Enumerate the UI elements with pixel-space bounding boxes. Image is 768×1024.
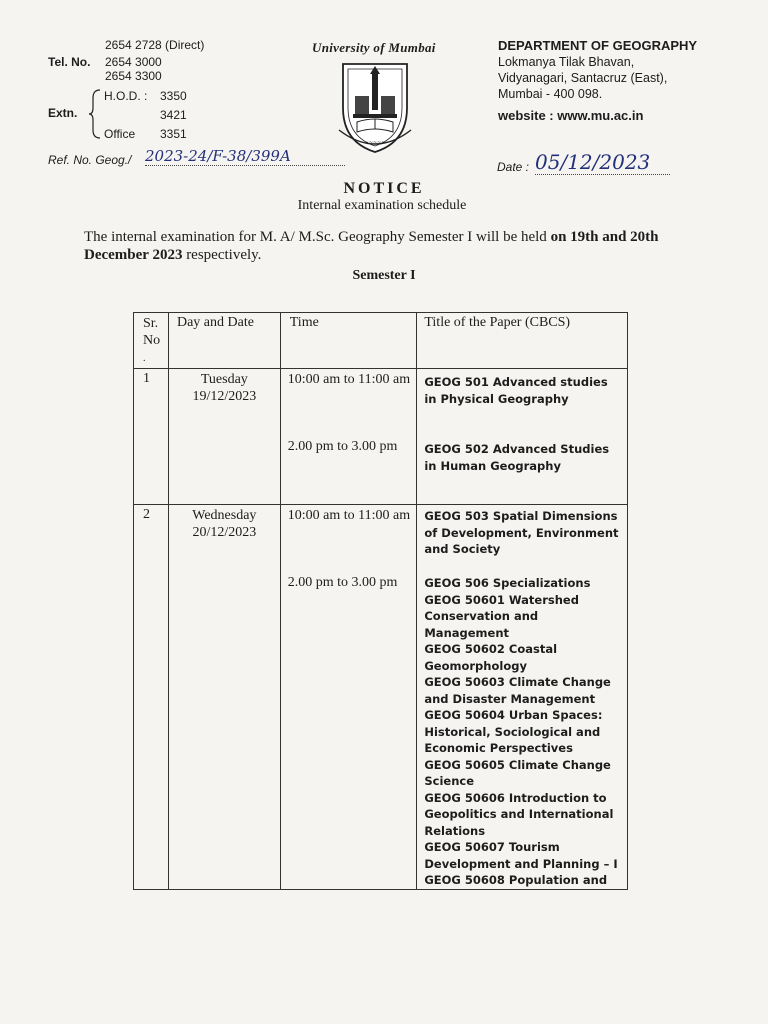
tel-direct: 2654 2728 (Direct): [105, 38, 205, 52]
row-1-date: 19/12/2023: [192, 389, 257, 404]
semester-heading: Semester I: [352, 268, 416, 283]
row-1-day-date: [168, 369, 280, 505]
list-item: GEOG 50606 Introduction to Geopolitics and International Relations: [424, 790, 614, 838]
list-item: GEOG 50602 Coastal Geomorphology: [424, 642, 558, 673]
notice-body-intro: The internal examination for M. A/ M.Sc. Geography Semester I will be held: [84, 229, 547, 245]
department-name: DEPARTMENT OF GEOGRAPHY: [498, 38, 698, 53]
ref-value: 2023-24/F-38/399A: [145, 147, 345, 166]
extn-2-value: 3421: [160, 108, 187, 122]
extn-office-value: 3351: [160, 127, 187, 141]
address-line-1: Lokmanya Tilak Bhavan,: [498, 55, 635, 69]
tel-number-2: 2654 3300: [105, 69, 162, 83]
row-1-time-morning: 10:00 am to 11:00 am: [287, 372, 411, 387]
row-1-day: Tuesday: [200, 372, 248, 387]
table-header-row: [134, 313, 628, 369]
row-2-time-morning: 10:00 am to 11:00 am: [287, 508, 411, 523]
extn-office-label: Office: [104, 127, 136, 141]
list-item: GEOG 50604 Urban Spaces: Historical, Sociological and Economic Perspectives: [424, 708, 603, 755]
extn-hod-label: H.O.D. :: [104, 89, 148, 103]
table-row: [134, 369, 628, 505]
tel-label: Tel. No.: [48, 55, 91, 69]
tel-number-1: 2654 3000: [105, 55, 162, 69]
extn-label: Extn.: [48, 106, 78, 120]
notice-title: NOTICE: [343, 180, 425, 197]
list-item: GEOG 50608 Population and: [424, 873, 608, 887]
notice-subtitle: Internal examination schedule: [297, 198, 467, 213]
svg-text:~~~~~~~: ~~~~~~~: [360, 140, 390, 146]
row-2-day-date: [168, 505, 280, 890]
address-line-3: Mumbai - 400 098.: [498, 87, 603, 101]
row-1-papers: [417, 369, 628, 505]
list-item: GEOG 50603 Climate Change and Disaster Management: [424, 675, 611, 706]
address-line-2: Vidyanagari, Santacruz (East),: [498, 71, 668, 85]
notice-body: [84, 228, 684, 264]
row-1-time-afternoon: 2.00 pm to 3.00 pm: [287, 439, 398, 454]
header-time: Time: [280, 313, 417, 369]
schedule-table: [133, 312, 628, 890]
row-2-day: Wednesday: [192, 508, 257, 523]
list-item: GEOG 50605 Climate Change Science: [424, 757, 611, 788]
website: website : www.mu.ac.in: [498, 108, 644, 123]
list-item: GEOG 50601 Watershed Conservation and Management: [424, 592, 579, 640]
row-2-sr: 2: [134, 505, 169, 890]
row-2-date: 20/12/2023: [192, 525, 257, 540]
notice-body-dates: on 19th and 20th December 2023: [84, 229, 659, 263]
university-name: University of Mumbai: [312, 40, 436, 55]
ref-label: Ref. No. Geog./: [48, 153, 132, 167]
row-2-paper-morning: GEOG 503 Spatial Dimensions of Development, Environment and Society: [424, 509, 619, 556]
date-value: 05/12/2023: [535, 150, 670, 175]
row-1-sr: 1: [134, 369, 169, 505]
row-2-papers: [417, 505, 628, 890]
date-label: Date :: [497, 160, 530, 174]
notice-body-end: respectively.: [186, 247, 262, 263]
list-item: GEOG 506 Specializations: [424, 576, 591, 590]
row-1-paper-morning: GEOG 501 Advanced studies in Physical Geography: [424, 375, 608, 406]
header-sr-no: Sr. No .: [134, 313, 169, 369]
extn-brace: [88, 88, 102, 140]
row-1-times: [280, 369, 417, 505]
row-2-times: [280, 505, 417, 890]
table-row: [134, 505, 628, 890]
header-paper-title: Title of the Paper (CBCS): [417, 313, 628, 369]
university-crest-icon: [337, 60, 413, 156]
row-2-time-afternoon: 2.00 pm to 3.00 pm: [287, 575, 398, 590]
list-item: GEOG 50607 Tourism Development and Planning – I: [424, 840, 618, 871]
header-day-date: Day and Date: [168, 313, 280, 369]
row-1-paper-afternoon: GEOG 502 Advanced Studies in Human Geography: [424, 442, 610, 473]
extn-hod-value: 3350: [160, 89, 187, 103]
